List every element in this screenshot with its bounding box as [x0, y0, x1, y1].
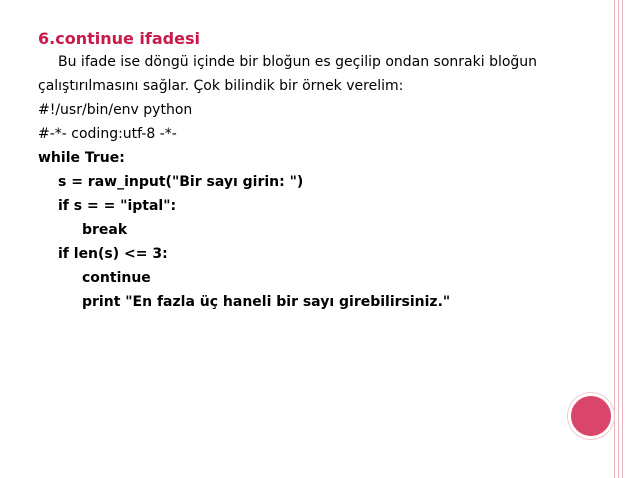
code-line-if-iptal: if s = = "iptal":: [58, 198, 177, 214]
body-text-line: çalıştırılmasını sağlar. Çok bilindik bir örnek verelim:: [38, 78, 404, 94]
code-line-print: print "En fazla üç haneli bir sayı girebilirsiniz.": [82, 294, 451, 310]
code-line-continue: continue: [82, 270, 151, 286]
code-line-encoding: #-*- coding:utf-8 -*-: [38, 126, 177, 142]
decorative-rule: [622, 0, 623, 478]
decorative-circle-icon: [568, 393, 614, 439]
slide-title: 6.continue ifadesi: [38, 29, 200, 48]
body-text-line: Bu ifade ise döngü içinde bir bloğun es geçilip ondan sonraki bloğun: [58, 54, 538, 70]
code-line-shebang: #!/usr/bin/env python: [38, 102, 193, 118]
code-line-break: break: [82, 222, 128, 238]
code-line-while: while True:: [38, 150, 125, 166]
slide-content: [38, 28, 598, 314]
decorative-rule: [618, 0, 619, 478]
code-line-input: s = raw_input("Bir sayı girin: "): [58, 174, 304, 190]
code-line-if-len: if len(s) <= 3:: [58, 246, 168, 262]
decorative-rule: [614, 0, 615, 478]
